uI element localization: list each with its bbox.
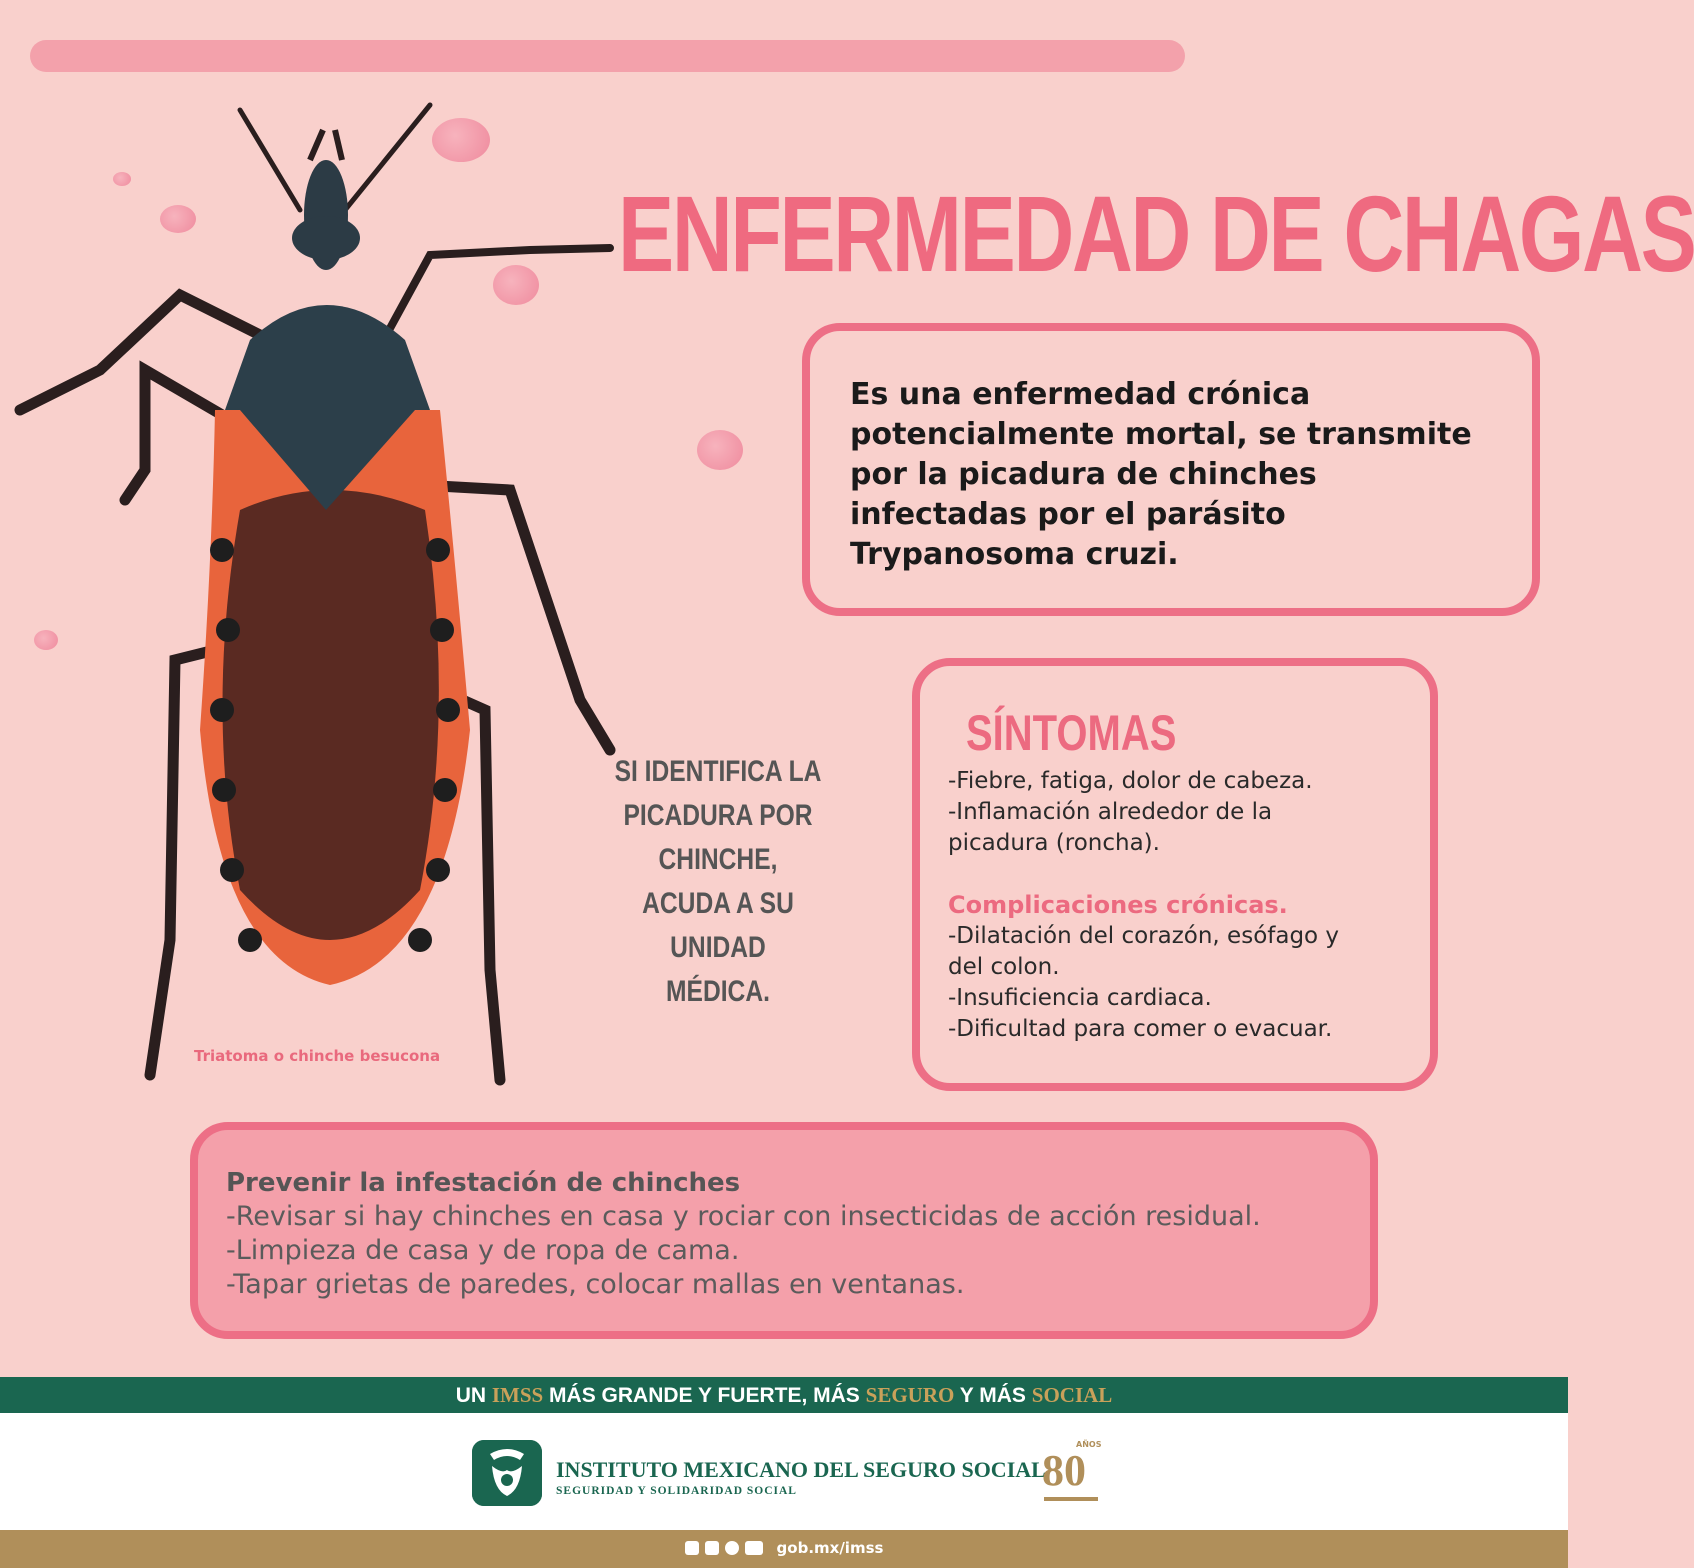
advice-line: MÉDICA. — [666, 975, 770, 1008]
slogan — [456, 1384, 1113, 1407]
slogan-part: SOCIAL — [1031, 1383, 1113, 1407]
social-links — [685, 1539, 884, 1557]
triatoma-bug-illustration — [0, 90, 620, 1090]
advice-line: PICADURA POR CHINCHE, — [623, 799, 813, 876]
social-band — [0, 1530, 1568, 1568]
complication-line: -Dilatación del corazón, esófago y — [948, 923, 1340, 949]
top-decorative-bar — [30, 40, 1185, 72]
imss-logo-icon — [472, 1440, 542, 1506]
slogan-part: SEGURO — [865, 1383, 955, 1407]
slogan-part: MÁS GRANDE Y FUERTE, MÁS — [543, 1384, 866, 1407]
prevention-line: -Limpieza de casa y de ropa de cama. — [226, 1235, 740, 1266]
twitter-icon[interactable] — [705, 1541, 719, 1555]
prevention-line: -Revisar si hay chinches en casa y rociar con insecticidas de acción residual. — [226, 1201, 1261, 1232]
description-box — [802, 323, 1540, 616]
symptoms-title: SÍNTOMAS — [966, 705, 1177, 761]
anniversary-number: 80 — [1042, 1446, 1086, 1495]
advice-line: ACUDA A SU UNIDAD — [642, 887, 794, 964]
symptom-line: picadura (roncha). — [948, 830, 1160, 856]
symptom-line: -Inflamación alrededor de la — [948, 799, 1273, 825]
bug-caption: Triatoma o chinche besucona — [194, 1047, 441, 1065]
description-line: Trypanosoma cruzi. — [850, 537, 1179, 572]
facebook-icon[interactable] — [685, 1541, 699, 1555]
slogan-band — [0, 1377, 1568, 1413]
prevention-line: -Tapar grietas de paredes, colocar mallas en ventanas. — [226, 1269, 965, 1300]
slogan-part: UN — [455, 1384, 492, 1407]
description-line: potencialmente mortal, se transmite — [850, 417, 1472, 452]
complications-title: Complicaciones crónicas. — [948, 891, 1288, 919]
decorative-dot — [697, 430, 743, 470]
symptom-line: -Fiebre, fatiga, dolor de cabeza. — [948, 768, 1313, 794]
description-line: Es una enfermedad crónica — [850, 377, 1311, 412]
prevention-box — [190, 1122, 1378, 1339]
page-title: ENFERMEDAD DE CHAGAS — [618, 173, 1694, 294]
description-line: infectadas por el parásito — [850, 497, 1286, 532]
80-years-emblem-icon — [1040, 1437, 1102, 1507]
symptoms-box — [912, 658, 1438, 1091]
prevention-title: Prevenir la infestación de chinches — [226, 1168, 741, 1198]
instagram-icon[interactable] — [725, 1541, 739, 1555]
institution-name: INSTITUTO MEXICANO DEL SEGURO SOCIAL — [556, 1457, 1046, 1482]
anniversary-label: AÑOS — [1076, 1440, 1102, 1449]
description-line: por la picadura de chinches — [850, 457, 1317, 492]
website-link[interactable]: gob.mx/imss — [776, 1539, 884, 1557]
youtube-icon[interactable] — [745, 1541, 763, 1555]
advice-line: SI IDENTIFICA LA — [614, 755, 822, 788]
complication-line: del colon. — [948, 954, 1060, 980]
institution-subtitle: SEGURIDAD Y SOLIDARIDAD SOCIAL — [556, 1485, 797, 1497]
slogan-part: Y MÁS — [954, 1384, 1032, 1407]
complication-line: -Insuficiencia cardiaca. — [948, 985, 1212, 1011]
complication-line: -Dificultad para comer o evacuar. — [948, 1016, 1333, 1042]
advice-text — [606, 750, 829, 1014]
slogan-part: IMSS — [491, 1383, 544, 1407]
